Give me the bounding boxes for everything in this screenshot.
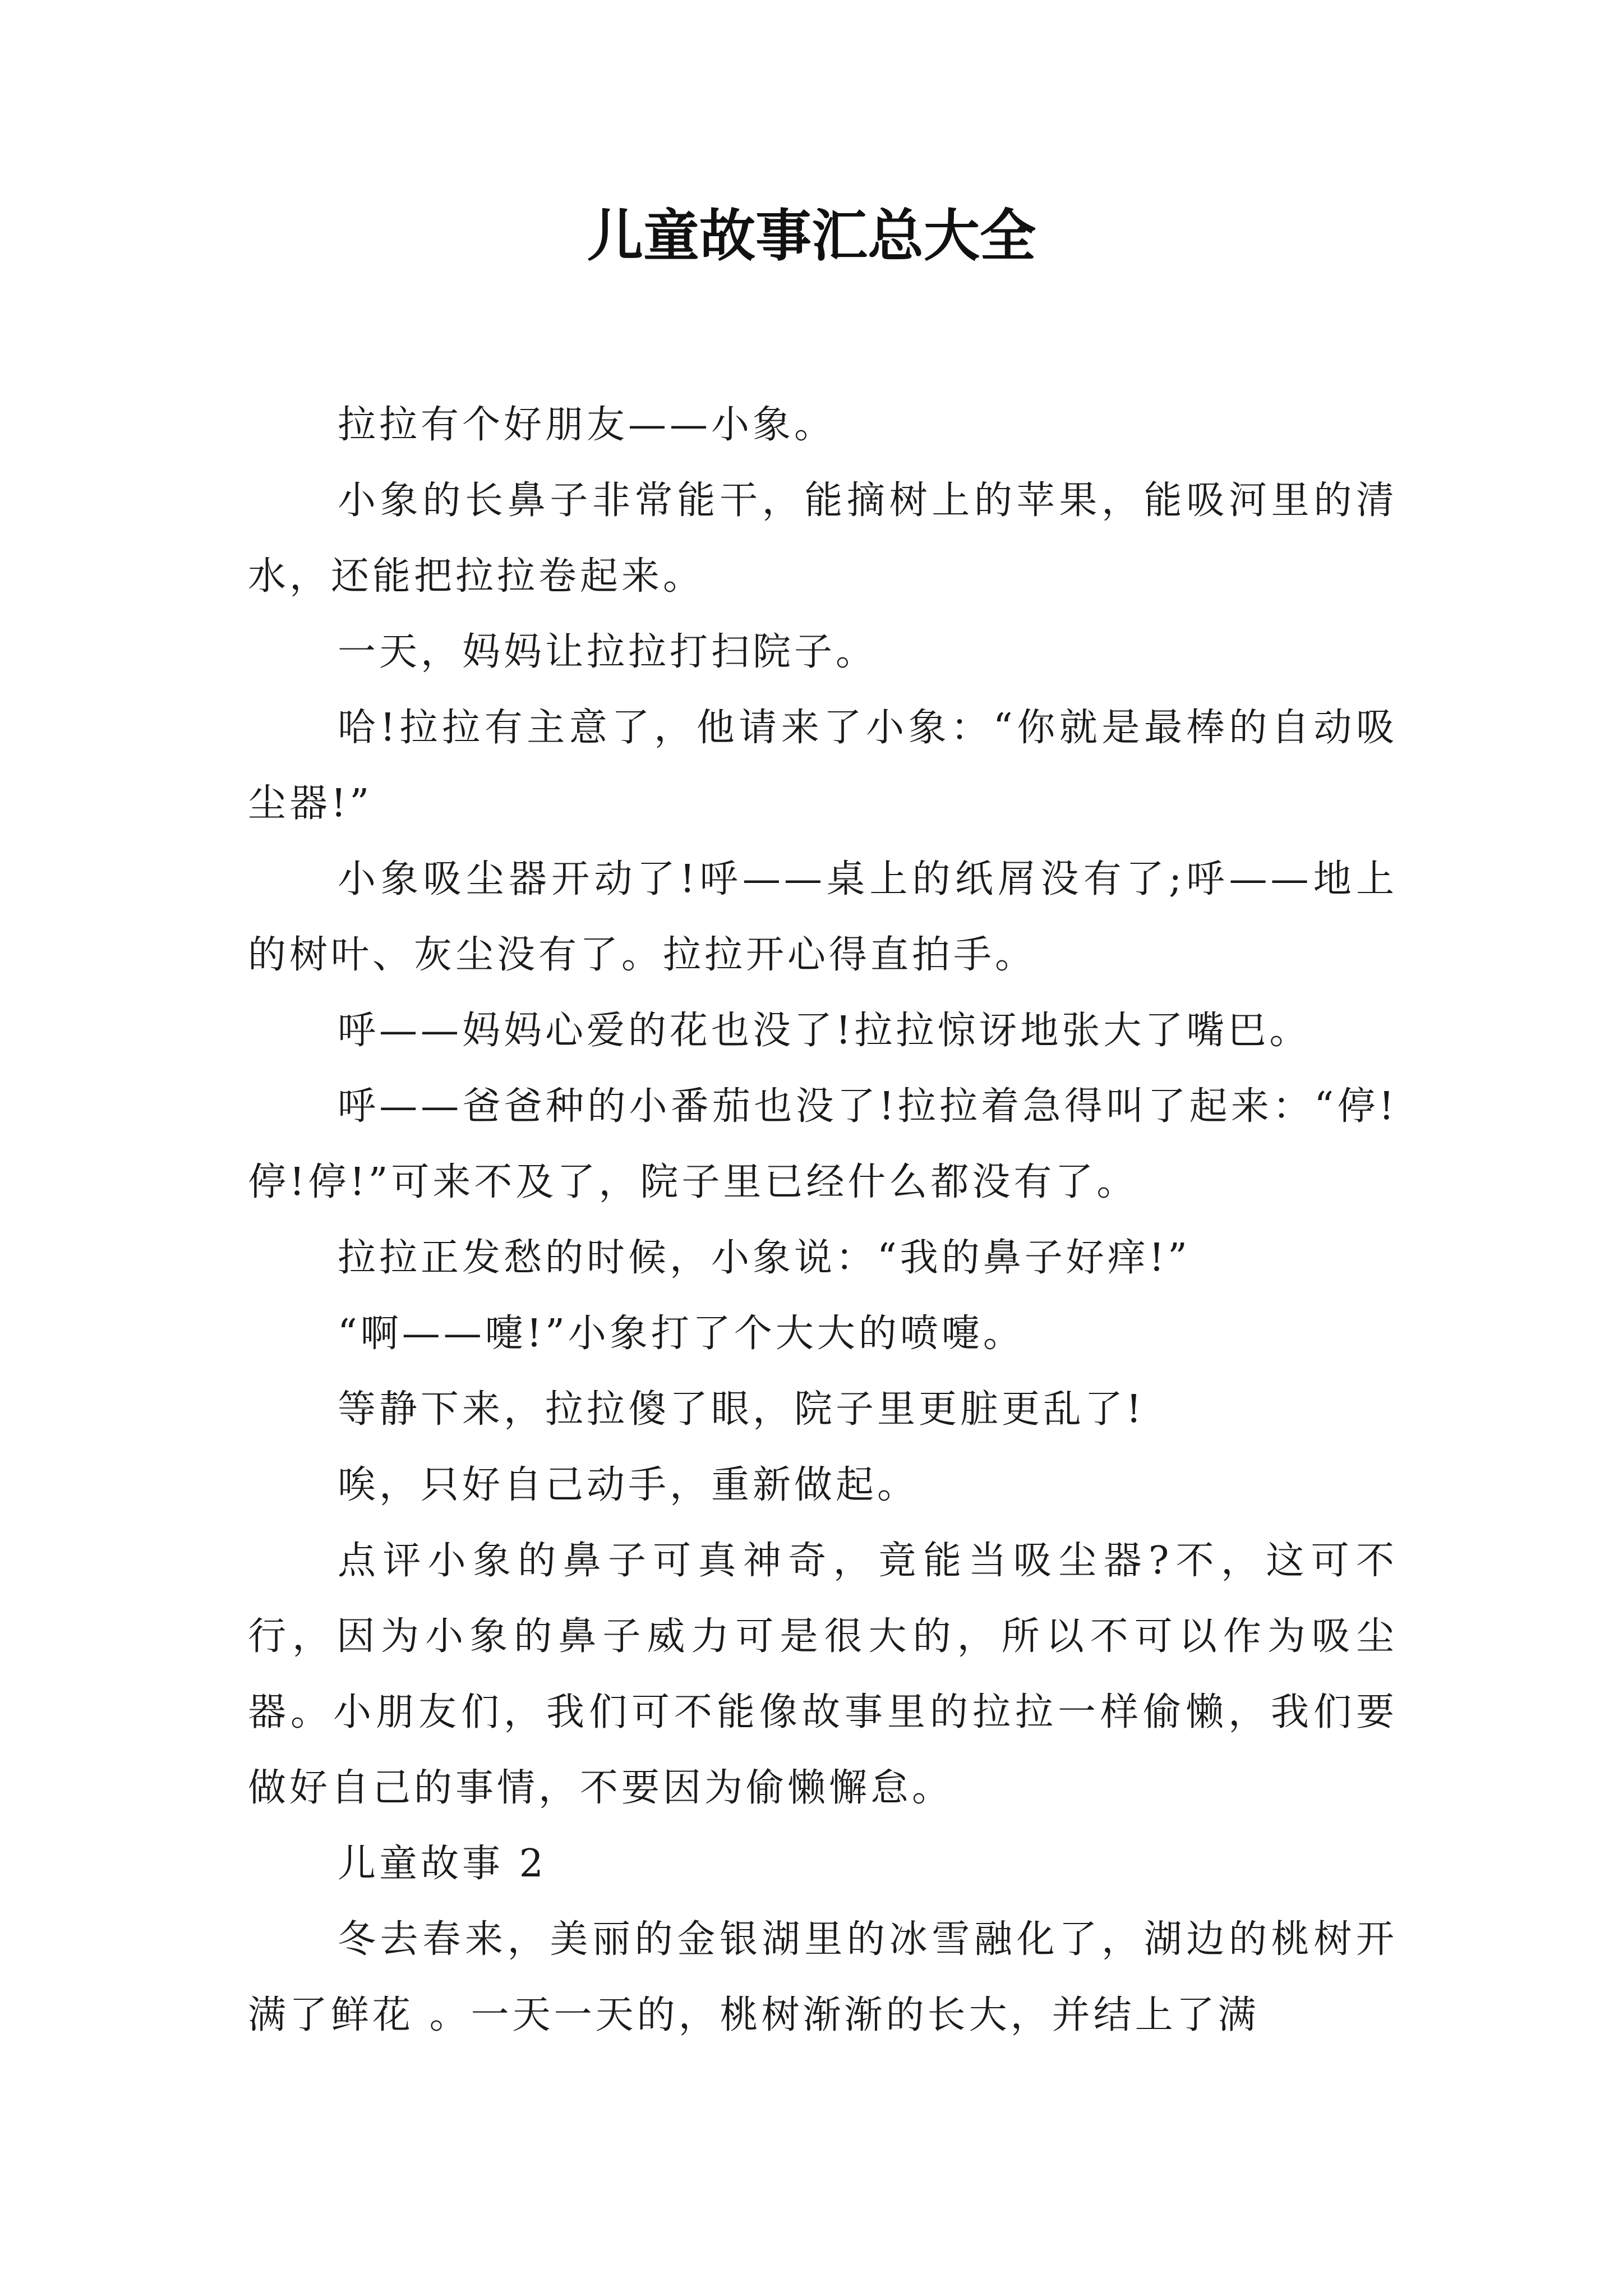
paragraph: 唉，只好自己动手，重新做起。: [338, 1463, 919, 1507]
paragraph: 等静下来，拉拉傻了眼，院子里更脏更乱了!: [338, 1387, 1145, 1432]
paragraph: 拉拉正发愁的时候，小象说：“我的鼻子好痒!”: [338, 1236, 1191, 1280]
paragraph: 呼——妈妈心爱的花也没了!拉拉惊讶地张大了嘴巴。: [338, 1009, 1311, 1053]
paragraph: 呼——爸爸种的小番茄也没了!拉拉着急得叫了起来：“停!停!停!”可来不及了，院子里已经什么都没有了。: [248, 1084, 1398, 1204]
document-title: 儿童故事汇总大全: [587, 203, 1036, 269]
paragraph: “啊——嚏!”小象打了个大大的喷嚏。: [338, 1312, 1025, 1356]
paragraph: 小象吸尘器开动了!呼——桌上的纸屑没有了;呼——地上的树叶、灰尘没有了。拉拉开心得直拍手。: [248, 857, 1398, 977]
paragraph: 点评小象的鼻子可真神奇，竟能当吸尘器?不，这可不行，因为小象的鼻子威力可是很大的，所以不可以作为吸尘器。小朋友们，我们可不能像故事里的拉拉一样偷懒，我们要做好自己的事情，不要因为偷懒懈怠。: [248, 1539, 1398, 1810]
document-body: [248, 387, 1398, 2053]
paragraph: 哈!拉拉有主意了，他请来了小象：“你就是最棒的自动吸尘器!”: [248, 706, 1398, 826]
paragraph: 一天，妈妈让拉拉打扫院子。: [338, 630, 878, 674]
paragraph: 冬去春来，美丽的金银湖里的冰雪融化了，湖边的桃树开满了鲜花 。一天一天的，桃树渐渐的长大，并结上了满: [248, 1917, 1398, 2037]
paragraph: 小象的长鼻子非常能干，能摘树上的苹果，能吸河里的清水，还能把拉拉卷起来。: [248, 478, 1398, 599]
section-heading: 儿童故事 2: [338, 1842, 547, 1886]
paragraph: 拉拉有个好朋友——小象。: [338, 403, 836, 447]
